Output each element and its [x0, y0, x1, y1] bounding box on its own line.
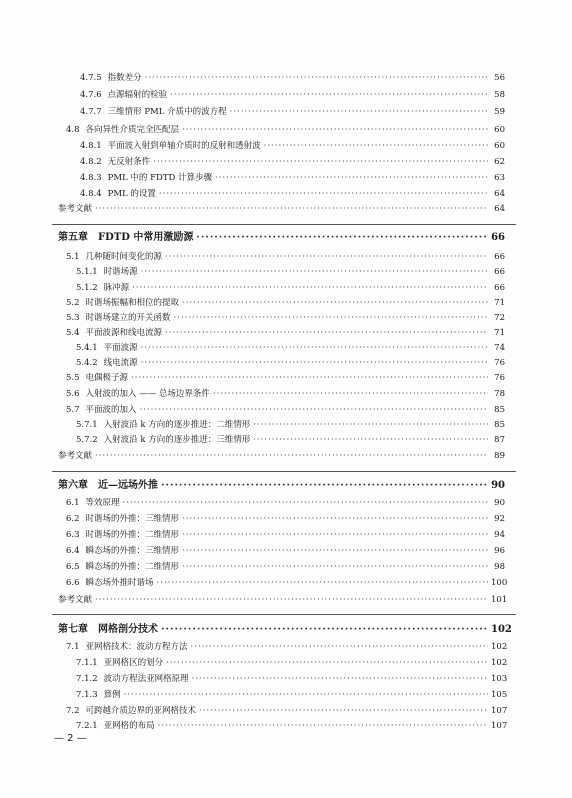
toc-entry-page: 92 — [494, 514, 505, 524]
toc-entry-references — [58, 203, 505, 215]
leader-dots — [141, 342, 488, 354]
toc-entry-number: 5.1 — [66, 252, 80, 262]
leader-dots — [161, 480, 488, 492]
toc-entry-title: 时谐场源 — [103, 267, 138, 277]
toc-entry-number: 4.8 — [66, 125, 80, 135]
leader-dots — [182, 513, 488, 525]
chapter-number: 第七章 — [58, 624, 88, 635]
chapter-page: 102 — [491, 624, 512, 635]
toc-entry — [76, 266, 505, 278]
chapter-title: 近—远场外推 — [98, 480, 158, 491]
toc-entry — [80, 188, 505, 200]
toc-entry-number: 6.1 — [66, 498, 80, 508]
leader-dots — [264, 140, 488, 152]
toc-entry-number: 5.5 — [66, 373, 80, 383]
toc-entry-page: 74 — [494, 343, 505, 353]
toc-entry-title: 亚网格技术：波动方程方法 — [85, 642, 188, 652]
leader-dots — [140, 404, 488, 416]
toc-entry-page: 60 — [494, 125, 505, 135]
toc-entry-number: 5.7.2 — [76, 435, 98, 445]
toc-entry-page: 98 — [494, 562, 505, 572]
toc-entry — [66, 404, 505, 416]
toc-entry — [76, 419, 505, 431]
leader-dots — [159, 188, 488, 200]
toc-entry — [66, 577, 508, 589]
toc-entry-number: 5.1.2 — [76, 283, 98, 293]
toc-entry-page: 90 — [494, 498, 505, 508]
toc-entry-title: 亚网格区的划分 — [103, 658, 164, 668]
toc-entry-number: 5.4 — [66, 328, 80, 338]
chapter-heading — [58, 624, 512, 636]
toc-entry — [76, 657, 508, 669]
toc-entry-title: 入射波沿 k 方向的逐步推进：三维情形 — [103, 435, 251, 445]
toc-entry-number: 6.4 — [66, 546, 80, 556]
toc-entry-number: 4.8.3 — [80, 173, 102, 183]
toc-entry-number: 5.1.1 — [76, 267, 98, 277]
toc-entry — [80, 140, 505, 152]
chapter-number: 第五章 — [58, 232, 88, 243]
leader-dots — [161, 624, 488, 636]
toc-entry-number: 4.7.6 — [80, 90, 102, 100]
toc-entry — [80, 172, 505, 184]
toc-entry — [76, 282, 505, 294]
toc-entry-number: 7.1.1 — [76, 658, 98, 668]
toc-entry-page: 64 — [494, 204, 505, 214]
toc-entry-number: 7.1 — [66, 642, 80, 652]
toc-entry-page: 71 — [494, 328, 505, 338]
leader-dots — [253, 434, 488, 446]
toc-entry-title: 参考文献 — [58, 204, 93, 214]
toc-entry — [66, 641, 508, 653]
toc-entry-title: 时谐场的外推：二维情形 — [85, 530, 180, 540]
toc-entry — [66, 251, 505, 263]
toc-entry-title: 指数差分 — [107, 73, 142, 83]
toc-entry-page: 60 — [494, 141, 505, 151]
toc-entry-page: 56 — [494, 73, 505, 83]
chapter-title: 网格剖分技术 — [98, 624, 158, 635]
leader-dots — [165, 251, 488, 263]
toc-entry-number: 7.2.1 — [76, 721, 98, 731]
toc-entry-number: 4.8.1 — [80, 141, 102, 151]
toc-entry — [66, 297, 505, 309]
chapter-divider — [52, 614, 516, 615]
toc-entry-title: 时谐场的外推：三维情形 — [85, 514, 180, 524]
toc-entry-title: 脉冲源 — [103, 283, 130, 293]
leader-dots — [124, 689, 488, 701]
leader-dots — [153, 156, 488, 168]
chapter-number: 第六章 — [58, 480, 88, 491]
toc-entry-title: 时谐场振幅和相位的提取 — [85, 298, 180, 308]
leader-dots — [174, 312, 488, 324]
toc-entry-number: 6.5 — [66, 562, 80, 572]
toc-entry-number: 5.4.2 — [76, 358, 98, 368]
toc-entry-title: 瞬态场的外推：三维情形 — [85, 546, 180, 556]
leader-dots — [165, 327, 488, 339]
toc-entry-number: 7.2 — [66, 706, 80, 716]
toc-entry-number: 5.3 — [66, 313, 80, 323]
toc-entry — [76, 720, 508, 732]
toc-entry-title: 平面波源 — [103, 343, 138, 353]
toc-entry-title: 各向异性介质完全匹配层 — [85, 125, 180, 135]
toc-entry-title: 几种随时间变化的源 — [85, 252, 163, 262]
toc-entry-title: 点源辐射的检验 — [107, 90, 168, 100]
toc-entry-title: 瞬态场外推时谐场 — [85, 578, 154, 588]
toc-entry-title: 平面波入射到单轴介质时的反射和透射波 — [107, 141, 261, 151]
toc-entry — [66, 312, 505, 324]
toc-entry — [66, 372, 505, 384]
toc-entry — [66, 124, 505, 136]
leader-dots — [132, 282, 488, 294]
leader-dots — [141, 266, 488, 278]
toc-entry-page: 85 — [494, 405, 505, 415]
toc-entry-page: 66 — [494, 252, 505, 262]
chapter-divider — [52, 224, 516, 225]
toc-entry-title: 波动方程法亚网格原理 — [103, 674, 189, 684]
leader-dots — [158, 720, 488, 732]
toc-entry-title: PML 的设置 — [107, 189, 156, 199]
toc-entry — [80, 156, 505, 168]
toc-entry — [80, 89, 505, 101]
toc-entry — [66, 545, 505, 557]
toc-entry-page: 72 — [494, 313, 505, 323]
chapter-divider — [52, 471, 516, 472]
toc-entry — [76, 434, 505, 446]
toc-entry-number: 7.1.3 — [76, 690, 98, 700]
toc-entry-number: 5.6 — [66, 389, 80, 399]
toc-entry-title: 时谐场建立的开关函数 — [85, 313, 171, 323]
toc-entry-title: 入射波沿 k 方向的逐步推进：二维情形 — [103, 420, 251, 430]
toc-entry-number: 5.4.1 — [76, 343, 98, 353]
chapter-page: 66 — [491, 232, 505, 243]
toc-entry-page: 94 — [494, 530, 505, 540]
leader-dots — [157, 577, 488, 589]
toc-entry-page: 105 — [491, 690, 508, 700]
leader-dots — [196, 232, 488, 244]
leader-dots — [95, 203, 488, 215]
toc-entry-number: 4.8.2 — [80, 157, 102, 167]
leader-dots — [253, 419, 488, 431]
toc-entry-number: 4.8.4 — [80, 189, 102, 199]
toc-entry-page: 63 — [494, 173, 505, 183]
toc-entry-page: 107 — [491, 721, 508, 731]
leader-dots — [145, 72, 488, 84]
toc-entry-references — [58, 450, 505, 462]
toc-entry-page: 103 — [491, 674, 508, 684]
toc-entry-page: 59 — [494, 107, 505, 117]
leader-dots — [215, 172, 488, 184]
leader-dots — [141, 357, 488, 369]
toc-entry-title: 三维情形 PML 介质中的波方程 — [107, 107, 227, 117]
toc-entry-title: 线电流源 — [103, 358, 138, 368]
toc-entry-number: 5.7.1 — [76, 420, 98, 430]
toc-entry — [66, 497, 505, 509]
toc-entry — [66, 388, 505, 400]
toc-entry-title: 算例 — [103, 690, 121, 700]
leader-dots — [170, 89, 488, 101]
toc-entry — [66, 327, 505, 339]
toc-entry-number: 4.7.5 — [80, 73, 102, 83]
toc-entry-number: 6.2 — [66, 514, 80, 524]
leader-dots — [123, 497, 488, 509]
toc-entry-page: 66 — [494, 283, 505, 293]
toc-entry-page: 96 — [494, 546, 505, 556]
toc-entry-page: 62 — [494, 157, 505, 167]
toc-entry-number: 6.6 — [66, 578, 80, 588]
toc-entry-page: 78 — [494, 389, 505, 399]
leader-dots — [182, 124, 488, 136]
page-number: — 2 — — [54, 733, 87, 744]
chapter-heading — [58, 232, 505, 244]
chapter-page: 90 — [491, 480, 505, 491]
toc-entry-title: 电偶极子源 — [85, 373, 129, 383]
leader-dots — [166, 657, 488, 669]
toc-entry-page: 89 — [494, 451, 505, 461]
toc-entry-title: 参考文献 — [58, 451, 93, 461]
leader-dots — [199, 705, 488, 717]
toc-entry-title: 等效原理 — [85, 498, 120, 508]
leader-dots — [230, 106, 488, 118]
toc-entry-page: 87 — [494, 435, 505, 445]
leader-dots — [192, 673, 488, 685]
toc-entry-title: 平面波源和线电流源 — [85, 328, 163, 338]
toc-entry-page: 102 — [491, 658, 508, 668]
toc-entry-page: 66 — [494, 267, 505, 277]
toc-entry-title: 可跨越介质边界的亚网格技术 — [85, 706, 197, 716]
toc-entry — [80, 72, 505, 84]
toc-entry-title: PML 中的 FDTD 计算步骤 — [107, 173, 213, 183]
leader-dots — [182, 561, 488, 573]
toc-entry-number: 5.2 — [66, 298, 80, 308]
toc-entry-number: 5.7 — [66, 405, 80, 415]
toc-entry-page: 71 — [494, 298, 505, 308]
toc-entry — [66, 513, 505, 525]
toc-entry-page: 76 — [494, 373, 505, 383]
toc-entry-page: 64 — [494, 189, 505, 199]
leader-dots — [182, 297, 488, 309]
toc-entry-page: 107 — [491, 706, 508, 716]
toc-entry — [66, 561, 505, 573]
toc-entry — [66, 705, 508, 717]
toc-entry — [76, 689, 508, 701]
toc-entry — [80, 106, 505, 118]
toc-entry-number: 4.7.7 — [80, 107, 102, 117]
toc-entry-page: 76 — [494, 358, 505, 368]
toc-entry — [76, 673, 508, 685]
toc-entry-title: 亚网格的布局 — [103, 721, 155, 731]
toc-entry — [66, 529, 505, 541]
toc-entry-number: 6.3 — [66, 530, 80, 540]
toc-entry-references — [58, 594, 508, 606]
toc-entry-title: 平面波的加入 — [85, 405, 137, 415]
toc-entry-title: 入射波的加入 —— 总场边界条件 — [85, 389, 210, 399]
toc-entry-page: 85 — [494, 420, 505, 430]
leader-dots — [213, 388, 488, 400]
toc-entry — [76, 342, 505, 354]
leader-dots — [95, 594, 488, 606]
toc-entry-number: 7.1.2 — [76, 674, 98, 684]
toc-entry-page: 100 — [491, 578, 508, 588]
toc-entry-page: 102 — [491, 642, 508, 652]
toc-entry-title: 瞬态场的外推：二维情形 — [85, 562, 180, 572]
toc-entry — [76, 357, 505, 369]
toc-entry-page: 101 — [491, 595, 508, 605]
leader-dots — [182, 545, 488, 557]
toc-entry-page: 58 — [494, 90, 505, 100]
leader-dots — [95, 450, 488, 462]
leader-dots — [182, 529, 488, 541]
toc-entry-title: 无反射条件 — [107, 157, 151, 167]
leader-dots — [191, 641, 488, 653]
chapter-title: FDTD 中常用激励源 — [98, 232, 194, 243]
leader-dots — [131, 372, 488, 384]
toc-entry-title: 参考文献 — [58, 595, 93, 605]
chapter-heading — [58, 480, 505, 492]
